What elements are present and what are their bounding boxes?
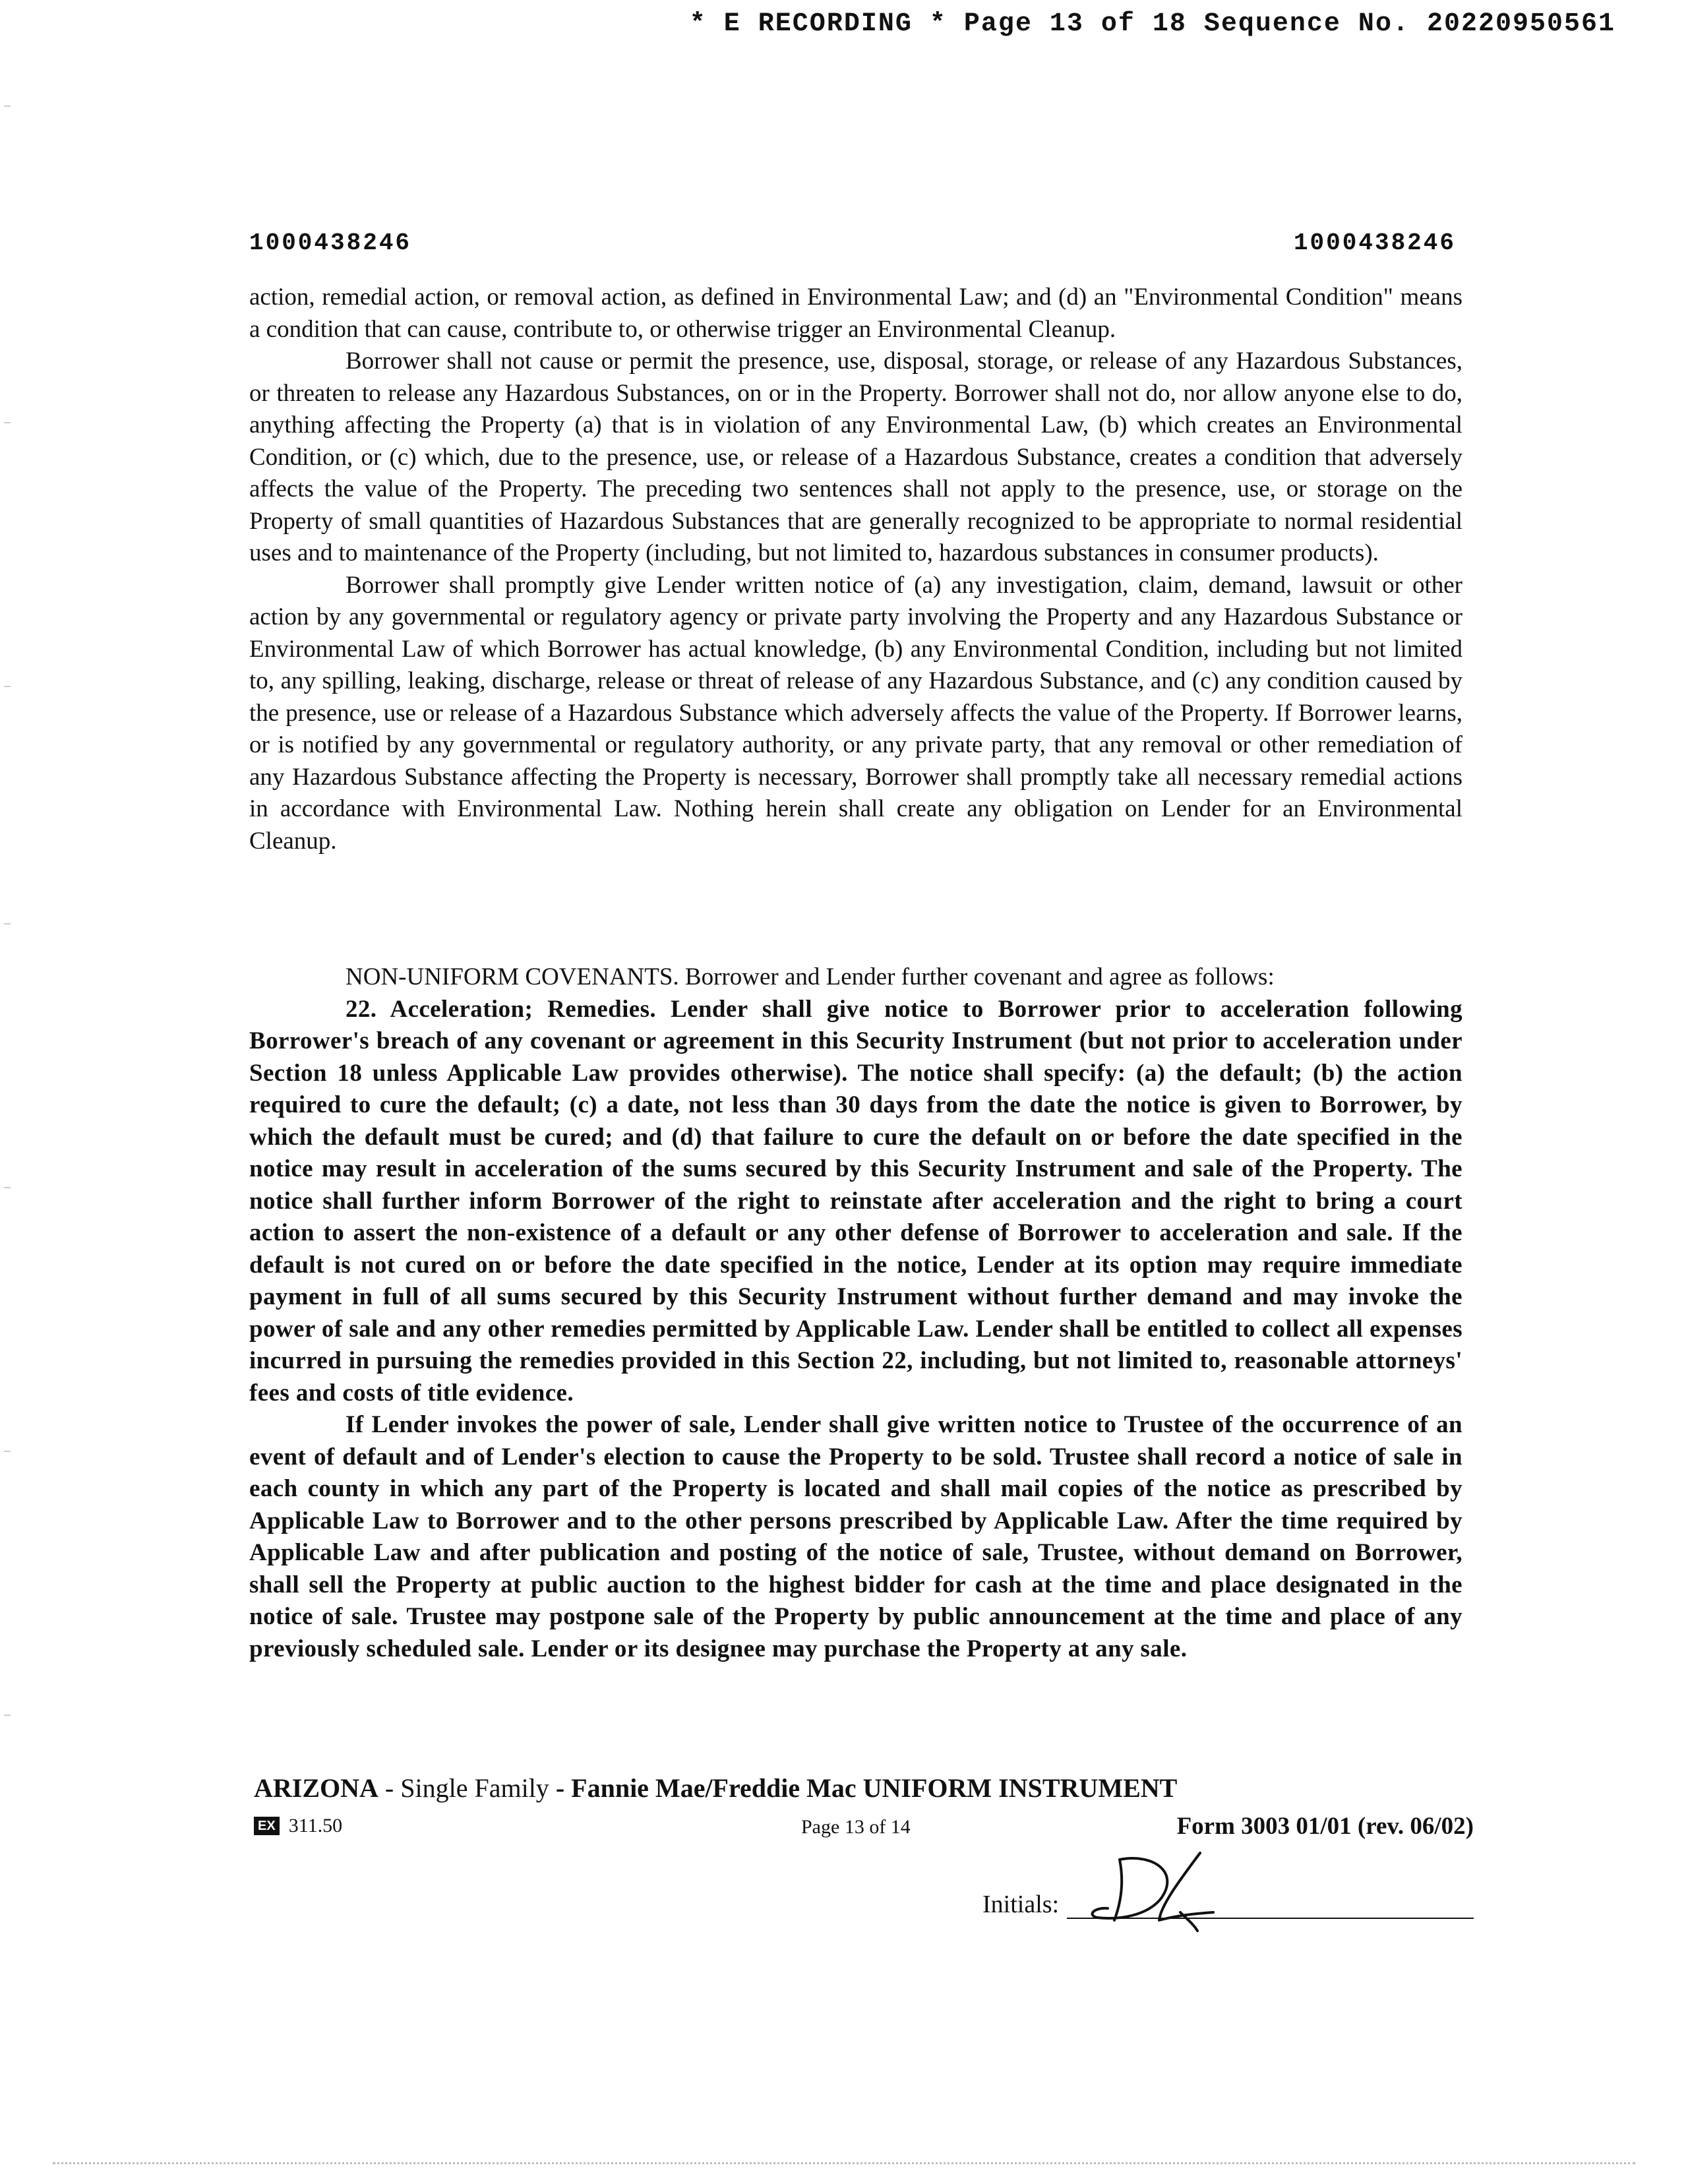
form-title-separator: - xyxy=(549,1773,572,1803)
margin-mark xyxy=(4,422,11,423)
scan-edge-artifact xyxy=(53,2160,1635,2164)
loan-number-left: 1000438246 xyxy=(249,229,412,257)
margin-mark xyxy=(4,1714,11,1716)
form-footer-row xyxy=(254,1812,1474,1845)
environmental-section xyxy=(249,282,1462,857)
page-number: Page 13 of 14 xyxy=(801,1816,911,1838)
environmental-paragraph-2: Borrower shall not cause or permit the presence, use, disposal, storage, or release of any Hazardous Substances, or threaten to release any Hazardous Substances, on or in the Property. Borrower shall not do, nor allow anyone else to do, anything affecting the Property (a) that is in violation of any Environmental Law, (b) which creates an Environmental Condition, or (c) which, due to the presence, use, or release of a Hazardous Substance, creates a condition that adversely affects the value of the Property. The preceding two sentences shall not apply to the presence, use, or storage on the Property of small quantities of Hazardous Substances that are generally recognized to be appropriate to normal residential uses and to maintenance of the Property (including, but not limited to, hazardous substances in consumer products). xyxy=(249,348,1462,566)
environmental-paragraph-1: action, remedial action, or removal action, as defined in Environmental Law; and (d) an "Environmental Condition" means a condition that can cause, contribute to, or otherwise trigger an Environmental Cleanup. xyxy=(249,284,1462,343)
section-22-acceleration-remedies: 22. Acceleration; Remedies. Lender shall give notice to Borrower prior to acceleration following Borrower's breach of any covenant or agreement in this Security Instrument (but not prior to acceleration under Section 18 unless Applicable Law provides otherwise). The notice shall specify: (a) the default; (b) the action required to cure the default; (c) a date, not less than 30 days from the date the notice is given to Borrower, by which the default must be cured; and (d) that failure to cure the default on or before the date specified in the notice may result in acceleration of the sums secured by this Security Instrument and sale of the Property. The notice shall further inform Borrower of the right to reinstate after acceleration and the right to bring a court action to assert the non-existence of a default or any other defense of Borrower to acceleration and sale. If the default is not cured on or before the date specified in the notice, Lender at its option may require immediate payment in full of all sums secured by this Security Instrument without further demand and may invoke the power of sale and any other remedies permitted by Applicable Law. Lender shall be entitled to collect all expenses incurred in pursuing the remedies provided in this Section 22, including, but not limited to, reasonable attorneys' fees and costs of title evidence. xyxy=(249,995,1462,1407)
margin-mark xyxy=(4,106,11,107)
initials-block xyxy=(982,1846,1474,1932)
initials-label: Initials: xyxy=(982,1891,1060,1918)
form-title-separator: - xyxy=(378,1773,401,1803)
form-state: ARIZONA xyxy=(254,1773,378,1803)
margin-mark xyxy=(4,1187,11,1188)
power-of-sale-paragraph: If Lender invokes the power of sale, Lender shall give written notice to Trustee of the occurrence of an event of default and of Lender's election to cause the Property to be sold. Trustee shall record a notice of sale in each county in which any part of the Property is located and shall mail copies of the notice as prescribed by Applicable Law to Borrower and to the other persons prescribed by Applicable Law. After the time required by Applicable Law and after publication and posting of the notice of sale, Trustee, without demand on Borrower, shall sell the Property at public auction to the highest bidder for cash at the time and place designated in the notice of sale. Trustee may postpone sale of the Property by public announcement at the time and place of any previously scheduled sale. Lender or its designee may purchase the Property at any sale. xyxy=(249,1411,1462,1662)
form-property-type: Single Family xyxy=(400,1773,549,1803)
loan-number-right: 1000438246 xyxy=(1293,229,1456,257)
form-code xyxy=(254,1815,342,1837)
form-number: Form 3003 01/01 (rev. 06/02) xyxy=(1176,1813,1474,1840)
recording-stamp: * E RECORDING * Page 13 of 18 Sequence No. 20220950561 xyxy=(689,9,1615,39)
ex-badge-icon: EX xyxy=(254,1817,280,1835)
margin-mark xyxy=(4,1451,11,1452)
form-instrument-name: Fannie Mae/Freddie Mac UNIFORM INSTRUMENT xyxy=(571,1773,1178,1803)
form-title xyxy=(254,1773,1177,1804)
covenants-section xyxy=(249,961,1462,1665)
margin-mark xyxy=(4,923,11,925)
form-code-number: 311.50 xyxy=(288,1815,343,1836)
environmental-paragraph-3: Borrower shall promptly give Lender written notice of (a) any investigation, claim, demand, lawsuit or other action by any governmental or regulatory agency or private party involving the Property and any Hazardous Substance or Environmental Law of which Borrower has actual knowledge, (b) any Environmental Condition, including but not limited to, any spilling, leaking, discharge, release or threat of release of any Hazardous Substance, and (c) any condition caused by the presence, use or release of a Hazardous Substance which adversely affects the value of the Property. If Borrower learns, or is notified by any governmental or regulatory authority, or any private party, that any removal or other remediation of any Hazardous Substance affecting the Property is necessary, Borrower shall promptly take all necessary remedial actions in accordance with Environmental Law. Nothing herein shall create any obligation on Lender for an Environmental Cleanup. xyxy=(249,571,1462,855)
handwritten-initials xyxy=(1081,1846,1233,1932)
margin-mark xyxy=(4,686,11,687)
covenants-intro: NON-UNIFORM COVENANTS. Borrower and Lender further covenant and agree as follows: xyxy=(346,963,1275,990)
